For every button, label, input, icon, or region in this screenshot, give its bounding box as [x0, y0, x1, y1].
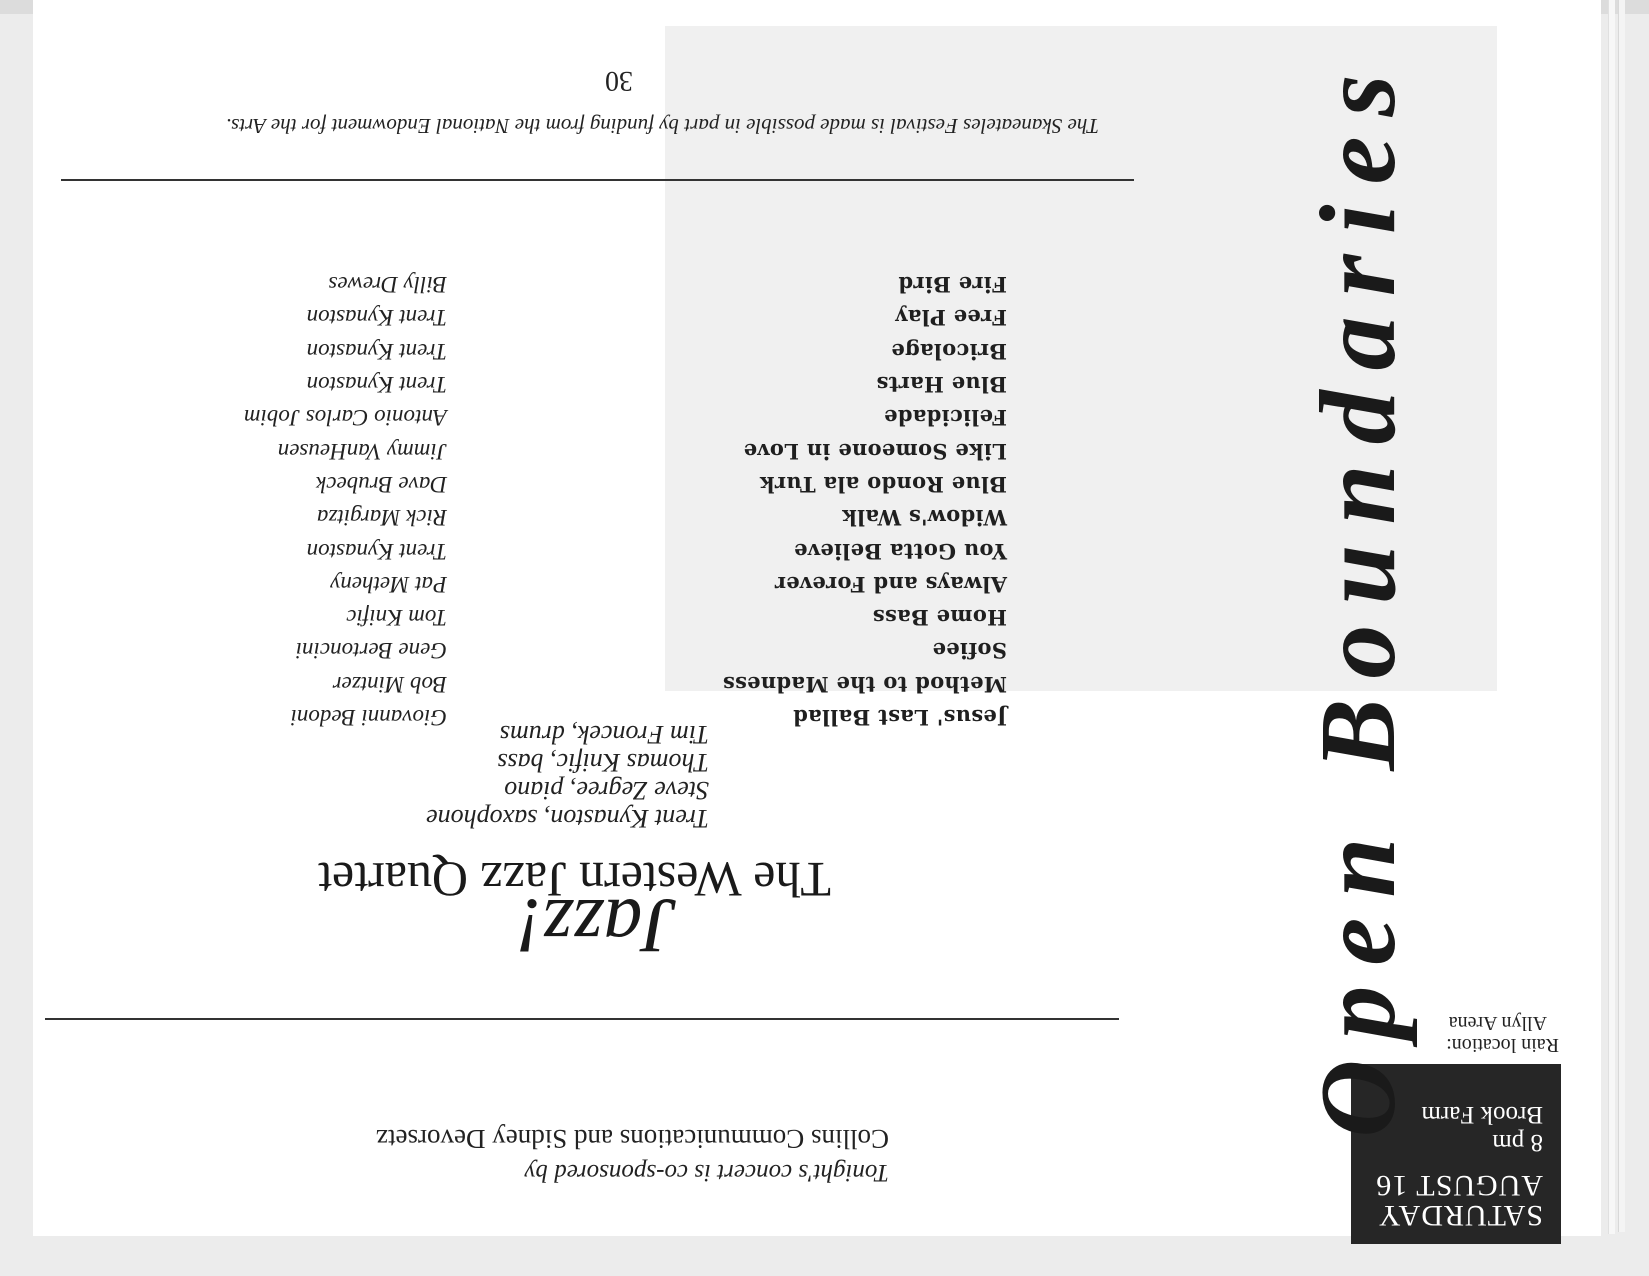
program-row [7, 264, 1007, 297]
piece-composer: Gene Bertoncini [295, 638, 447, 664]
piece-composer: Antonio Carlos Jobim [243, 405, 447, 431]
program-row [7, 497, 1007, 530]
piece-title: Method to the Madness [722, 671, 1007, 697]
member-line: Tim Froncek, drums [499, 720, 709, 749]
program-row [7, 597, 1007, 630]
series-title: Open Boundaries [1299, 54, 1418, 1138]
piece-title: Always and Forever [774, 571, 1007, 597]
piece-title: Blue Harts [876, 372, 1007, 398]
program-row [7, 697, 1007, 730]
ensemble-members [289, 720, 709, 832]
ensemble-name: The Western Jazz Quartet [318, 852, 831, 908]
rain-location-venue: Allyn Arena [1448, 1012, 1547, 1034]
page-number: 30 [605, 65, 633, 96]
concert-genre: Jazz! [516, 883, 677, 970]
program-row [7, 663, 1007, 696]
rain-location-label: Rain location: [1446, 1034, 1559, 1056]
page-edge [1618, 0, 1625, 1232]
program-row [7, 630, 1007, 663]
piece-composer: Jimmy VanHeusen [277, 438, 447, 464]
piece-composer: Bob Mintzer [332, 671, 447, 697]
piece-title: Free Play [895, 305, 1007, 331]
piece-composer: Dave Brubeck [316, 471, 447, 497]
member-line: Steve Zegree, piano [504, 776, 709, 805]
piece-title: You Gotta Believe [793, 538, 1007, 564]
piece-composer: Rick Margitza [316, 505, 447, 531]
sponsor-names: Collins Communications and Sidney Devorsetz [376, 1124, 889, 1154]
piece-composer: Trent Kynaston [306, 338, 447, 364]
piece-title: Blue Rondo ala Turk [759, 471, 1007, 497]
program-row [7, 464, 1007, 497]
piece-title: Widow's Walk [841, 505, 1007, 531]
divider-rule [45, 1018, 1119, 1020]
piece-title: Jesus' Last Ballad [792, 705, 1007, 730]
program-row [7, 564, 1007, 597]
sponsor-note [129, 1123, 889, 1186]
event-day: SATURDAY [1377, 1199, 1543, 1232]
event-venue: Brook Farm [1421, 1101, 1543, 1128]
program-row [7, 330, 1007, 363]
piece-composer: Trent Kynaston [306, 538, 447, 564]
piece-composer: Giovanni Bedoni [290, 705, 447, 730]
program-row [7, 530, 1007, 563]
piece-title: Bricolage [891, 338, 1007, 364]
sponsor-intro: Tonight's concert is co-sponsored by [524, 1159, 889, 1186]
program-row [7, 430, 1007, 463]
program-list [7, 264, 1007, 730]
piece-title: Home Bass [872, 605, 1007, 631]
member-line: Thomas Knific, bass [497, 748, 709, 777]
piece-title: Felicidade [883, 405, 1007, 431]
program-row [7, 364, 1007, 397]
piece-title: Like Someone in Love [743, 438, 1007, 464]
piece-composer: Billy Drewes [328, 272, 447, 298]
piece-composer: Trent Kynaston [306, 372, 447, 398]
piece-composer: Pat Metheny [330, 571, 447, 597]
piece-title: Sofiee [932, 638, 1007, 664]
piece-composer: Trent Kynaston [306, 305, 447, 331]
program-row [7, 297, 1007, 330]
page-edge [1608, 0, 1615, 1234]
event-time: 8 pm [1492, 1129, 1543, 1156]
program-row [7, 397, 1007, 430]
divider-rule [61, 179, 1134, 181]
piece-composer: Tom Knific [346, 605, 447, 631]
piece-title: Fire Bird [898, 272, 1007, 298]
funding-credit: The Skaneateles Festival is made possible in part by funding from the National Endowment for the Arts. [225, 114, 1099, 138]
event-date: AUGUST 16 [1375, 1169, 1543, 1202]
member-line: Trent Kynaston, saxophone [426, 804, 709, 833]
